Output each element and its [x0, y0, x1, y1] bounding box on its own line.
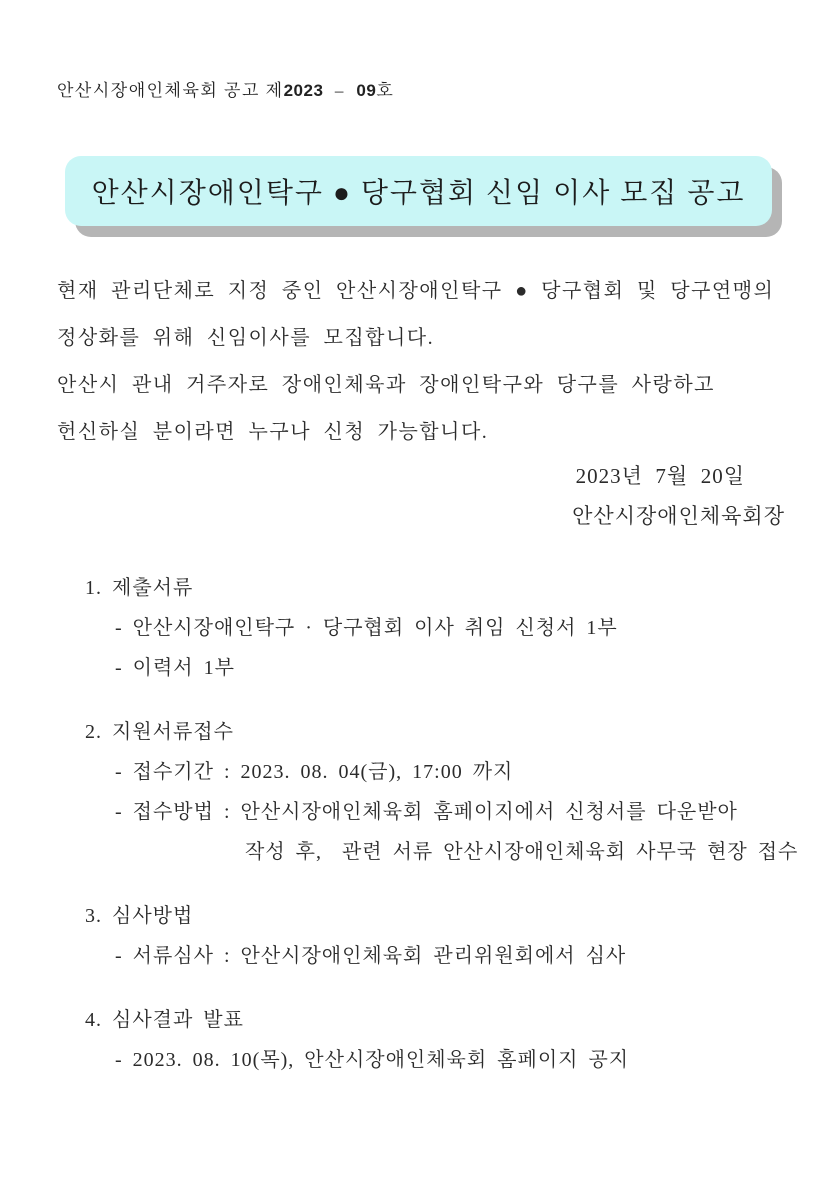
doc-number-prefix: 안산시장애인체육회 공고 제	[57, 81, 284, 100]
section-review-method	[85, 896, 805, 976]
body-paragraphs	[57, 268, 797, 456]
section-item-continuation: 작성 후, 관련 서류 안산시장애인체육회 사무국 현장 접수	[245, 841, 799, 863]
body-line: 헌신하실 분이라면 누구나 신청 가능합니다.	[57, 421, 489, 443]
doc-number	[57, 76, 394, 101]
body-line: 정상화를 위해 신임이사를 모집합니다.	[57, 327, 435, 349]
announcement-title: 안산시장애인탁구 ● 당구협회 신임 이사 모집 공고	[91, 178, 746, 209]
body-line: 현재 관리단체로 지정 중인 안산시장애인탁구 ● 당구협회 및 당구연맹의	[57, 280, 775, 302]
section-item: - 안산시장애인탁구 · 당구협회 이사 취임 신청서 1부	[115, 617, 618, 639]
section-item: - 접수기간 : 2023. 08. 04(금), 17:00 까지	[115, 761, 514, 783]
section-submission-documents	[85, 568, 805, 688]
section-result-announcement	[85, 1000, 805, 1080]
sections	[85, 568, 805, 1080]
body-line: 안산시 관내 거주자로 장애인체육과 장애인탁구와 당구를 사랑하고	[57, 374, 715, 396]
section-item: - 서류심사 : 안산시장애인체육회 관리위원회에서 심사	[115, 945, 627, 967]
doc-number-dash: –	[323, 81, 357, 100]
doc-number-serial: 09	[356, 81, 377, 100]
section-title: 4. 심사결과 발표	[85, 1009, 244, 1031]
section-title: 3. 심사방법	[85, 905, 194, 927]
section-item: - 2023. 08. 10(목), 안산시장애인체육회 홈페이지 공지	[115, 1049, 630, 1071]
signer-line: 안산시장애인체육회장	[572, 504, 785, 528]
section-title: 1. 제출서류	[85, 577, 194, 599]
section-application-receipt	[85, 712, 805, 872]
date-line: 2023년 7월 20일	[575, 464, 745, 488]
announcement-title-box	[65, 156, 772, 226]
section-title: 2. 지원서류접수	[85, 721, 234, 743]
section-item: - 이력서 1부	[115, 657, 235, 679]
doc-number-year: 2023	[283, 81, 324, 100]
doc-number-suffix: 호	[376, 81, 395, 100]
section-item: - 접수방법 : 안산시장애인체육회 홈페이지에서 신청서를 다운받아	[115, 801, 738, 823]
